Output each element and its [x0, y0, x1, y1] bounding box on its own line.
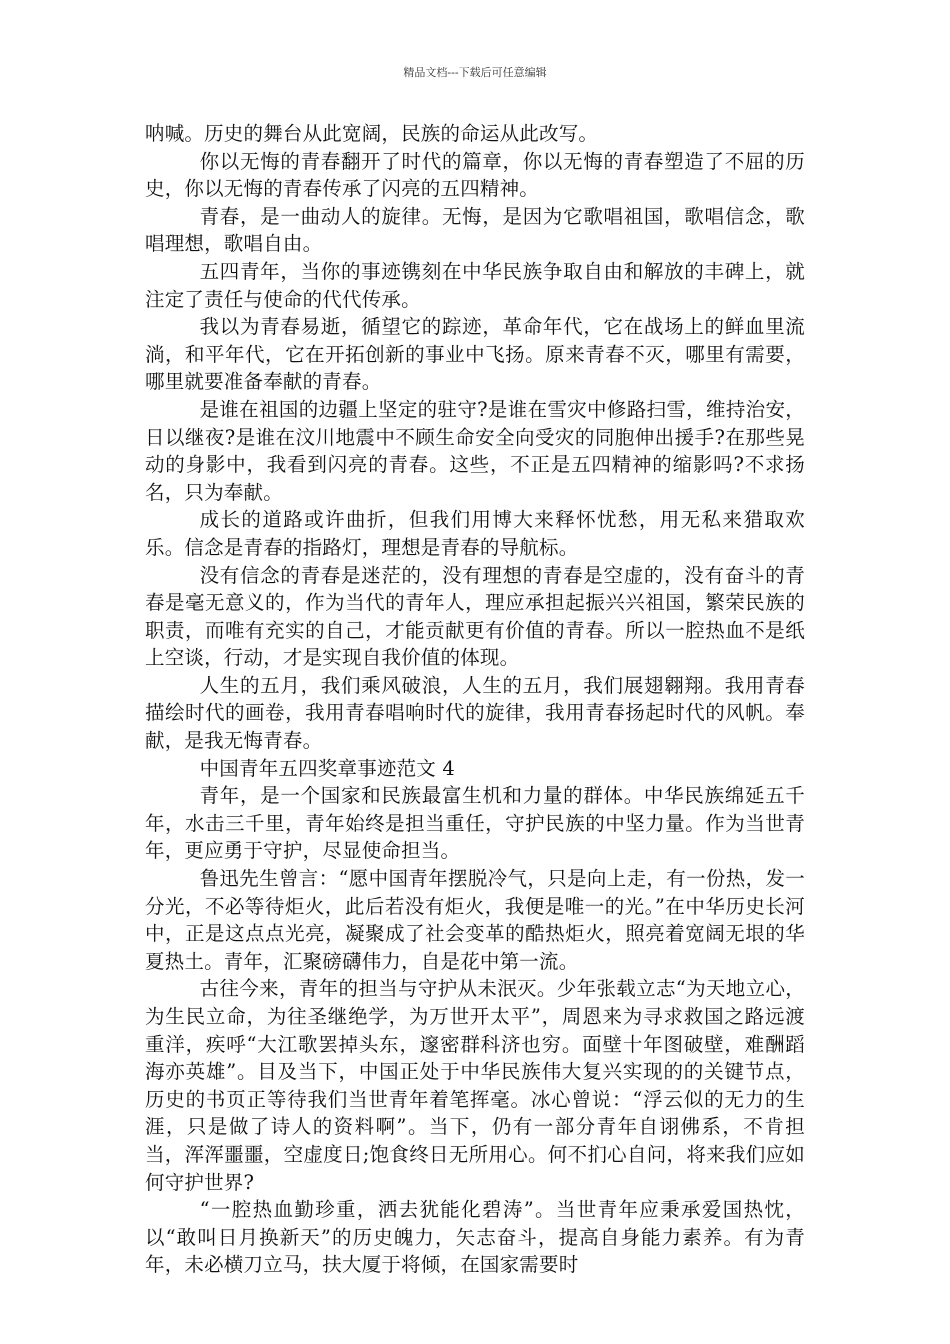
paragraph: “一腔热血勤珍重，洒去犹能化碧涛”。当世青年应秉承爱国热忱，以“敢叫日月换新天”的历史魄力，矢志奋斗，提高自身能力素养。有为青年，未必横刀立马，扶大厦于将倾，在国家需要时	[145, 1198, 805, 1277]
document-body	[145, 120, 805, 1279]
paragraph: 成长的道路或许曲折，但我们用博大来释怀忧愁，用无私来猎取欢乐。信念是青春的指路灯，理想是青春的导航标。	[145, 508, 805, 559]
paragraph: 人生的五月，我们乘风破浪，人生的五月，我们展翅翱翔。我用青春描绘时代的画卷，我用青春唱响时代的旋律，我用青春扬起时代的风帆。奉献，是我无悔青春。	[145, 673, 805, 753]
page-header: 精品文档---下载后可任意编辑	[403, 66, 547, 79]
paragraph: 没有信念的青春是迷茫的，没有理想的青春是空虚的，没有奋斗的青春是毫无意义的，作为当代的青年人，理应承担起振兴兴祖国，繁荣民族的职责，而唯有充实的自己，才能贡献更有价值的青春。所以一腔热血不是纸上空谈，行动，才是实现自我价值的体现。	[145, 563, 805, 670]
paragraph: 青春，是一曲动人的旋律。无悔，是因为它歌唱祖国，歌唱信念，歌唱理想，歌唱自由。	[145, 204, 805, 256]
paragraph: 五四青年，当你的事迹镌刻在中华民族争取自由和解放的丰碑上，就注定了责任与使命的代代传承。	[145, 259, 805, 311]
paragraph: 鲁迅先生曾言：“愿中国青年摆脱冷气，只是向上走，有一份热，发一分光，不必等待炬火，此后若没有炬火，我便是唯一的光。”在中华历史长河中，正是这点点光亮，凝聚成了社会变革的酷热炬火，照亮着宽阔无垠的华夏热土。青年，汇聚磅礴伟力，自是花中第一流。	[145, 867, 805, 973]
paragraph-continuation: 呐喊。历史的舞台从此宽阔，民族的命运从此改写。	[145, 122, 599, 145]
paragraph: 是谁在祖国的边疆上坚定的驻守?是谁在雪灾中修路扫雪，维持治安，日以继夜?是谁在汶川地震中不顾生命安全向受灾的同胞伸出援手?在那些晃动的身影中，我看到闪亮的青春。这些，不正是五四精神的缩影吗?不求扬名，只为奉献。	[145, 397, 805, 504]
paragraph: 古往今来，青年的担当与守护从未泯灭。少年张载立志“为天地立心，为生民立命，为往圣继绝学，为万世开太平”，周恩来为寻求救国之路远渡重洋，疾呼“大江歌罢掉头东，邃密群科济也穷。面壁十年图破壁，难酬蹈海亦英雄”。目及当下，中国正处于中华民族伟大复兴实现的的关键节点，历史的书页正等待我们当世青年着笔挥毫。冰心曾说：“浮云似的无力的生涯，只是做了诗人的资料啊”。当下，仍有一部分青年自诩佛系，不肯担当，浑浑噩噩，空虚度日;饱食终日无所用心。何不扪心自问，将来我们应如何守护世界?	[145, 977, 805, 1194]
paragraph: 你以无悔的青春翻开了时代的篇章，你以无悔的青春塑造了不屈的历史，你以无悔的青春传承了闪亮的五四精神。	[145, 149, 805, 201]
paragraph: 青年，是一个国家和民族最富生机和力量的群体。中华民族绵延五千年，水击三千里，青年始终是担当重任，守护民族的中坚力量。作为当世青年，更应勇于守护，尽显使命担当。	[145, 784, 805, 863]
section-heading: 中国青年五四奖章事迹范文 4	[199, 756, 455, 780]
paragraph: 我以为青春易逝，循望它的踪迹，革命年代，它在战场上的鲜血里流淌，和平年代，它在开拓创新的事业中飞扬。原来青春不灭，哪里有需要，哪里就要准备奉献的青春。	[145, 315, 805, 394]
